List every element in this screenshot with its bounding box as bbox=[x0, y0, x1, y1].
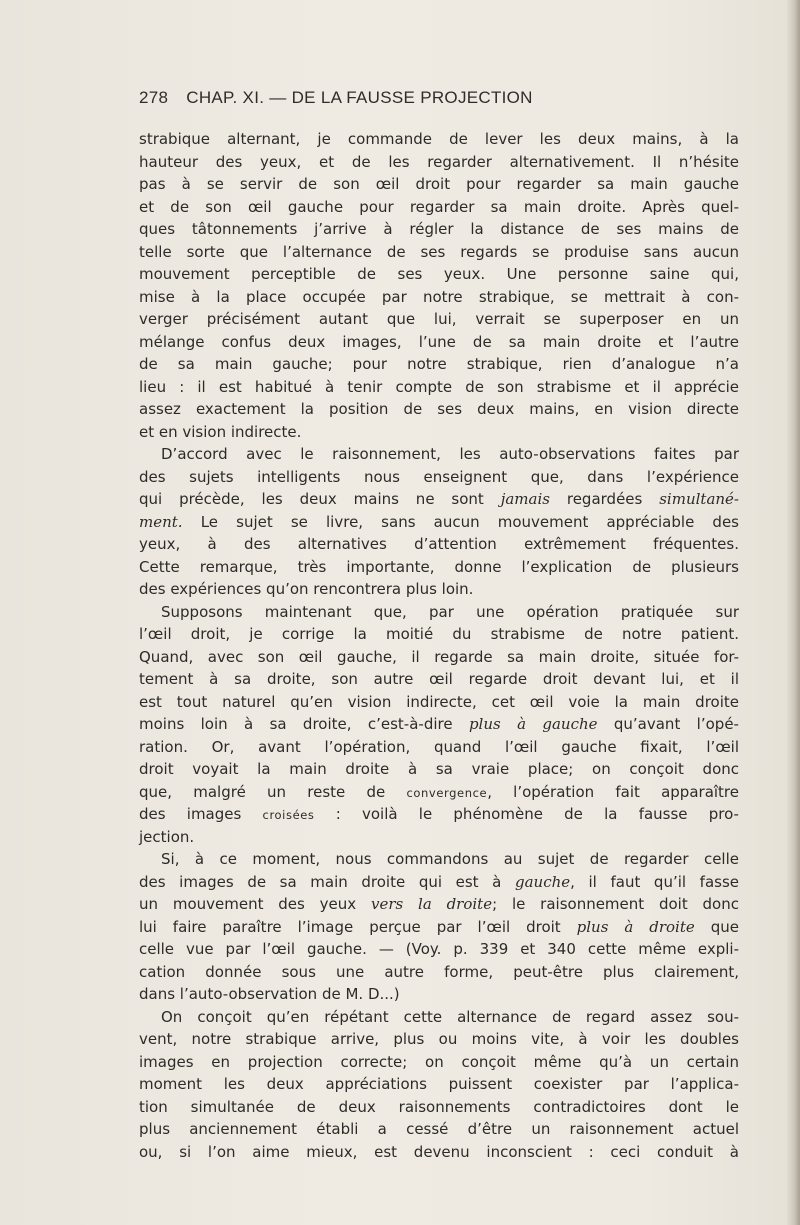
text-line: ou, si l’on aime mieux, est devenu inconscient : ceci conduit à bbox=[139, 1142, 739, 1161]
text-run: un mouvement des yeux bbox=[139, 895, 357, 913]
text-run: des images bbox=[139, 805, 242, 823]
text-run: lui faire paraître l’image perçue par l’œil droit bbox=[139, 917, 561, 936]
text-line: moment les deux appréciations puissent coexister par l’applica- bbox=[139, 1075, 739, 1093]
chapter-title: CHAP. XI. — DE LA FAUSSE PROJECTION bbox=[186, 88, 533, 107]
text-run: , l’opération fait apparaître bbox=[487, 782, 739, 801]
text-run: moins loin à sa droite, c’est-à-dire bbox=[139, 715, 453, 733]
text-line: images en projection correcte; on conçoit même qu’à un certain bbox=[139, 1052, 739, 1071]
text-line: Quand, avec son œil gauche, il regarde sa main droite, située for- bbox=[139, 647, 739, 666]
text-run: qui précède, les deux mains ne sont bbox=[139, 490, 484, 508]
text-line: mouvement perceptible de ses yeux. Une personne saine qui, bbox=[139, 265, 739, 283]
text-line bbox=[139, 713, 739, 736]
small-caps-run: croisées bbox=[262, 808, 315, 822]
text-run: , il faut qu’il fasse bbox=[570, 872, 740, 891]
text-line bbox=[139, 488, 739, 511]
text-line: tement à sa droite, son autre œil regarde droit devant lui, et il bbox=[139, 670, 739, 688]
italic-run: vers la droite bbox=[370, 895, 493, 913]
text-line: ration. Or, avant l’opération, quand l’œil gauche fixait, l’œil bbox=[139, 737, 739, 756]
italic-run: ment. bbox=[139, 512, 183, 531]
page-edge-shadow bbox=[786, 0, 800, 1225]
text-line: et en vision indirecte. bbox=[139, 422, 302, 441]
text-run: ; le raisonnement doit donc bbox=[492, 895, 739, 913]
text-line: verger précisément autant que lui, verrait se superposer en un bbox=[139, 310, 739, 328]
running-head bbox=[139, 88, 739, 108]
text-line: On conçoit qu’en répétant cette alternance de regard assez sou- bbox=[161, 1007, 739, 1026]
text-line bbox=[139, 871, 739, 894]
text-line: D’accord avec le raisonnement, les auto-observations faites par bbox=[161, 445, 739, 463]
text-line: yeux, à des alternatives d’attention extrêmement fréquentes. bbox=[139, 535, 739, 553]
italic-run: plus à droite bbox=[576, 917, 695, 936]
text-line: des expériences qu’on rencontrera plus loin. bbox=[139, 580, 474, 598]
text-run: Le sujet se livre, sans aucun mouvement appréciable des bbox=[200, 512, 739, 531]
page-number: 278 bbox=[139, 88, 169, 107]
text-line: mélange confus deux images, l’une de sa main droite et l’autre bbox=[139, 332, 739, 351]
text-run: des images de sa main droite qui est à bbox=[139, 872, 502, 891]
text-line: celle vue par l’œil gauche. — (Voy. p. 339 et 340 cette même expli- bbox=[139, 940, 739, 958]
text-line: strabique alternant, je commande de lever les deux mains, à la bbox=[139, 130, 739, 148]
text-line bbox=[139, 803, 739, 826]
text-line: jection. bbox=[139, 827, 195, 846]
italic-run: jamais bbox=[500, 490, 550, 508]
text-line: est tout naturel qu’en vision indirecte, cet œil voie la main droite bbox=[139, 692, 739, 711]
text-line: Cette remarque, très importante, donne l’explication de plusieurs bbox=[139, 557, 739, 576]
text-line: vent, notre strabique arrive, plus ou moins vite, à voir les doubles bbox=[139, 1030, 739, 1048]
text-line: plus anciennement établi a cessé d’être un raisonnement actuel bbox=[139, 1120, 739, 1138]
text-line: des sujets intelligents nous enseignent que, dans l’expérience bbox=[139, 467, 739, 486]
italic-run: simultané- bbox=[659, 490, 739, 508]
text-line bbox=[139, 511, 739, 534]
text-run: qu’avant l’opé- bbox=[613, 715, 739, 733]
text-run: regardées bbox=[566, 490, 643, 508]
text-line: droit voyait la main droite à sa vraie place; on conçoit donc bbox=[139, 760, 739, 778]
text-line: mise à la place occupée par notre strabique, se mettrait à con- bbox=[139, 287, 739, 306]
text-line: et de son œil gauche pour regarder sa main droite. Après quel- bbox=[139, 197, 739, 216]
text-line: tion simultanée de deux raisonnements contradictoires dont le bbox=[139, 1097, 739, 1116]
text-line: hauteur des yeux, et de les regarder alternativement. Il n’hésite bbox=[139, 152, 739, 171]
text-line: cation donnée sous une autre forme, peut-être plus clairement, bbox=[139, 962, 739, 981]
text-line: Si, à ce moment, nous commandons au sujet de regarder celle bbox=[161, 850, 739, 868]
text-line: Supposons maintenant que, par une opération pratiquée sur bbox=[161, 602, 739, 621]
text-line: l’œil droit, je corrige la moitié du strabisme de notre patient. bbox=[139, 625, 739, 643]
text-line: pas à se servir de son œil droit pour regarder sa main gauche bbox=[139, 175, 739, 193]
text-line bbox=[139, 781, 739, 804]
text-line: de sa main gauche; pour notre strabique, rien d’analogue n’a bbox=[139, 355, 739, 373]
italic-run: plus à gauche bbox=[468, 715, 598, 733]
small-caps-run: convergence bbox=[406, 785, 488, 800]
text-run: que, malgré un reste de bbox=[139, 782, 386, 801]
text-line bbox=[139, 893, 739, 916]
body-text bbox=[139, 128, 739, 1163]
italic-run: gauche bbox=[514, 872, 571, 891]
text-line bbox=[139, 916, 739, 939]
text-line: dans l’auto-observation de M. D...) bbox=[139, 985, 400, 1003]
text-line: ques tâtonnements j’arrive à régler la distance de ses mains de bbox=[139, 220, 739, 238]
text-run: : voilà le phénomène de la fausse pro- bbox=[335, 805, 739, 823]
text-line: lieu : il est habitué à tenir compte de son strabisme et il apprécie bbox=[139, 377, 739, 396]
text-line: telle sorte que l’alternance de ses regards se produise sans aucun bbox=[139, 242, 739, 261]
text-run: que bbox=[710, 917, 739, 936]
text-line: assez exactement la position de ses deux mains, en vision directe bbox=[139, 400, 739, 418]
